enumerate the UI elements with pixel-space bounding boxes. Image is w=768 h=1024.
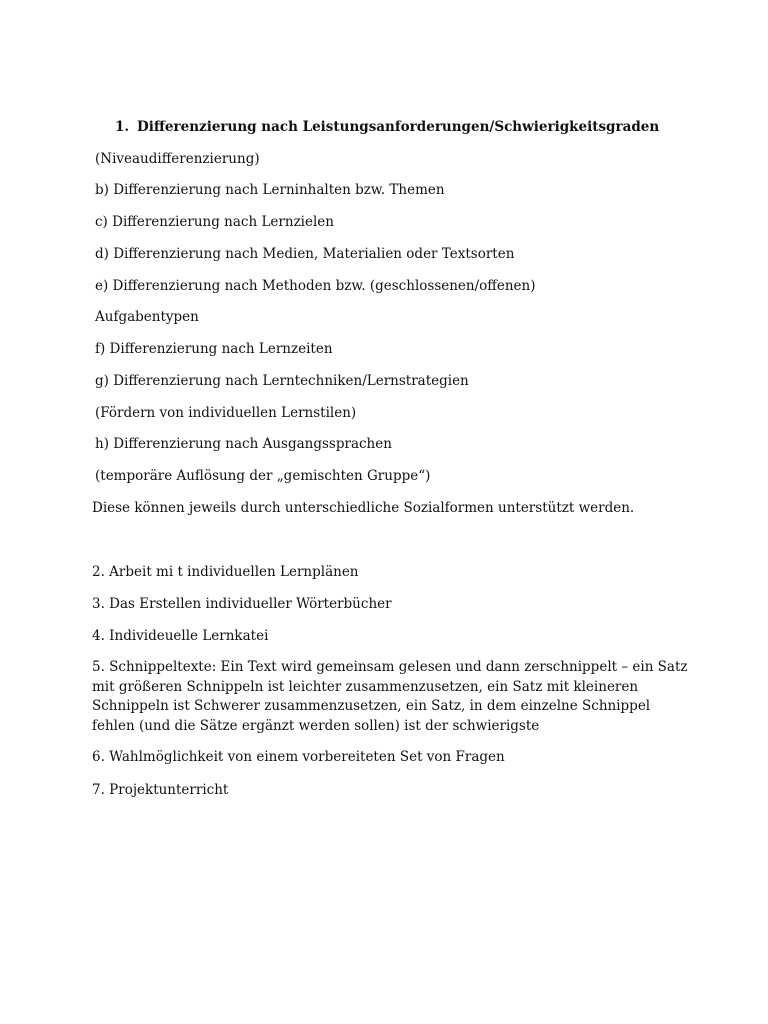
text-line-d: d) Differenzierung nach Medien, Materialien oder Textsorten <box>95 246 515 262</box>
summary-line: Diese können jeweils durch unterschiedliche Sozialformen unterstützt werden. <box>92 500 635 516</box>
text-line-b: b) Differenzierung nach Lerninhalten bzw. Themen <box>95 182 445 198</box>
section-heading <box>115 118 659 136</box>
text-line-e: e) Differenzierung nach Methoden bzw. (geschlossenen/offenen) <box>95 278 536 294</box>
text-line-foerdern: (Fördern von individuellen Lernstilen) <box>95 405 357 421</box>
heading-number: 1. <box>115 119 130 135</box>
list-item-4: 4. Individeuelle Lernkatei <box>92 628 269 644</box>
list-item-2: 2. Arbeit mi t individuellen Lernplänen <box>92 564 359 580</box>
text-line-temporaer: (temporäre Auflösung der „gemischten Gruppe“) <box>95 468 431 484</box>
list-item-5: 5. Schnippeltexte: Ein Text wird gemeinsam gelesen und dann zerschnippelt – ein Satz mit größeren Schnippeln ist leichter zusammenzusetzen, ein Satz mit kleineren Schnippeln ist Schwerer zusammenzusetzen, ein Satz, in dem einzelne Schnippel fehlen (und die Sätze ergänzt werden sollen) ist der schwierigste <box>92 659 688 734</box>
text-line-h: h) Differenzierung nach Ausgangssprachen <box>95 436 392 452</box>
text-line-g: g) Differenzierung nach Lerntechniken/Lernstrategien <box>95 373 469 389</box>
list-item-3: 3. Das Erstellen individueller Wörterbücher <box>92 596 392 612</box>
text-line-niveau: (Niveaudifferenzierung) <box>95 151 260 167</box>
heading-text: Differenzierung nach Leistungsanforderungen/Schwierigkeitsgraden <box>137 119 660 135</box>
text-line-f: f) Differenzierung nach Lernzeiten <box>95 341 333 357</box>
list-item-6: 6. Wahlmöglichkeit von einem vorbereiteten Set von Fragen <box>92 749 505 765</box>
text-line-c: c) Differenzierung nach Lernzielen <box>95 214 334 230</box>
text-line-aufgabentypen: Aufgabentypen <box>95 309 199 325</box>
list-item-7: 7. Projektunterricht <box>92 782 229 798</box>
